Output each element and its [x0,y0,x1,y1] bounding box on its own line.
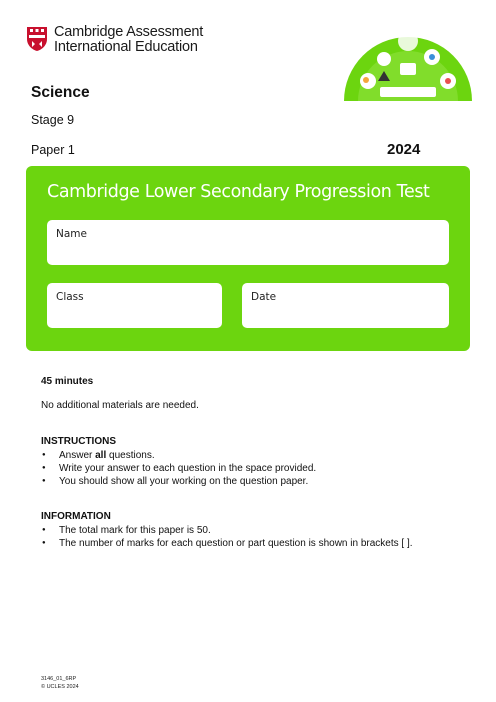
year-label: 2024 [387,141,421,158]
cambridge-logo [26,25,226,57]
list-item: ● The total mark for this paper is 50. [41,524,413,537]
paper-label: Paper 1 [31,143,75,157]
list-item: ● You should show all your working on the question paper. [41,475,316,488]
cambridge-shield-icon [26,26,48,52]
candidate-details-panel [26,166,470,351]
materials-text: No additional materials are needed. [41,400,199,411]
copyright: © UCLES 2024 [41,683,79,690]
science-illustration-icon [340,15,476,103]
instructions-list [41,449,316,488]
date-field[interactable] [242,283,449,328]
logo-line-1: Cambridge Assessment [54,24,204,40]
class-field[interactable] [47,283,222,328]
list-item: ● The number of marks for each question or part question is shown in brackets [ ]. [41,537,413,550]
duration-text: 45 minutes [41,376,94,387]
list-item: ● Write your answer to each question in the space provided. [41,462,316,475]
instructions-heading: INSTRUCTIONS [41,436,116,447]
name-label: Name [56,228,87,240]
information-list [41,524,413,550]
logo-line-2: International Education [54,39,198,55]
logo-wordmark [54,25,203,55]
stage-label: Stage 9 [31,113,75,127]
list-item: ● Answer all questions. [41,449,316,462]
panel-title: Cambridge Lower Secondary Progression Test [47,182,430,202]
date-label: Date [251,291,277,303]
information-heading: INFORMATION [41,511,111,522]
footer [41,676,79,691]
subject-title: Science [31,84,90,101]
class-label: Class [56,291,84,303]
name-field[interactable] [47,220,449,265]
paper-code: 3146_01_6RP [41,676,77,682]
